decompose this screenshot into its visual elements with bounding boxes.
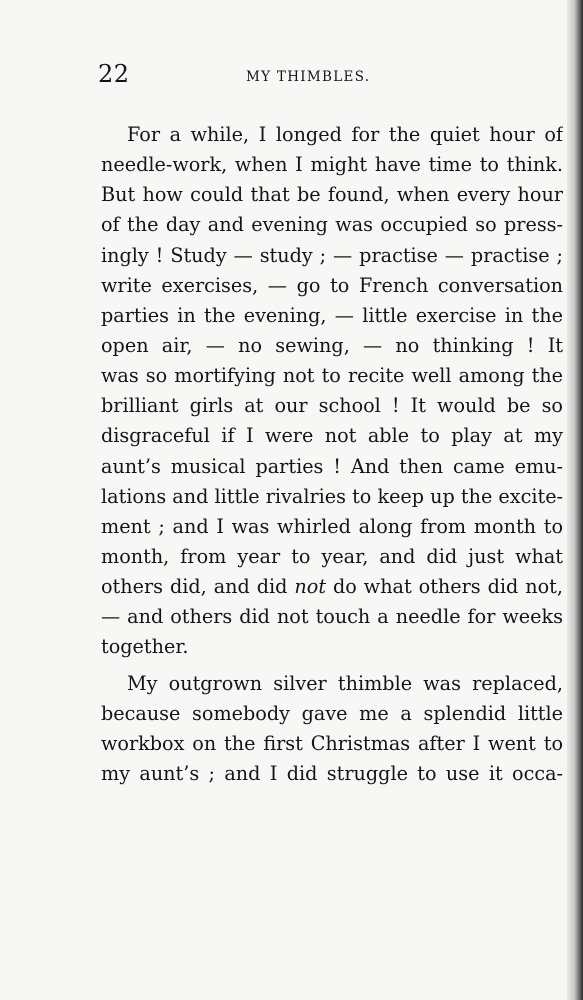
text-line: of the day and evening was occupied so press-: [101, 213, 563, 237]
text-line: parties in the evening, — little exercise in the: [101, 303, 563, 327]
text-line: open air, — no sewing, — no thinking ! It: [101, 333, 563, 357]
body-text: [101, 120, 563, 789]
text-line: needle-work, when I might have time to think.: [101, 153, 563, 177]
text-line: For a while, I longed for the quiet hour of: [127, 123, 563, 146]
text-line: because somebody gave me a splendid little: [101, 701, 563, 725]
page-number: 22: [98, 60, 130, 88]
text-line: was so mortifying not to recite well among the: [101, 364, 563, 388]
line-text-after: do what others did not,: [326, 575, 563, 599]
text-line: aunt’s musical parties ! And then came emu-: [101, 454, 563, 478]
text-line: lations and little rivalries to keep up the excite-: [101, 484, 563, 508]
page-header: [98, 60, 568, 94]
text-line-with-italic: [101, 572, 563, 602]
text-line: month, from year to year, and did just what: [101, 544, 563, 568]
text-line: write exercises, — go to French conversation: [101, 273, 563, 297]
text-line: ingly ! Study — study ; — practise — practise ;: [101, 243, 563, 267]
page-edge-shadow: [567, 0, 583, 1000]
running-title: MY THIMBLES.: [246, 69, 371, 85]
text-line: — and others did not touch a needle for weeks: [101, 605, 563, 629]
text-line: My outgrown silver thimble was replaced,: [127, 671, 563, 695]
text-line: workbox on the first Christmas after I went to: [101, 731, 563, 755]
line-text-before: others did, and did: [101, 575, 295, 599]
text-line: together.: [101, 635, 189, 659]
italic-word: not: [294, 575, 327, 599]
text-line: my aunt’s ; and I did struggle to use it occa-: [101, 761, 563, 785]
text-line: brilliant girls at our school ! It would be so: [101, 394, 563, 418]
text-line: But how could that be found, when every hour: [101, 183, 563, 207]
text-line: disgraceful if I were not able to play at my: [101, 424, 563, 448]
text-line: ment ; and I was whirled along from month to: [101, 514, 563, 538]
